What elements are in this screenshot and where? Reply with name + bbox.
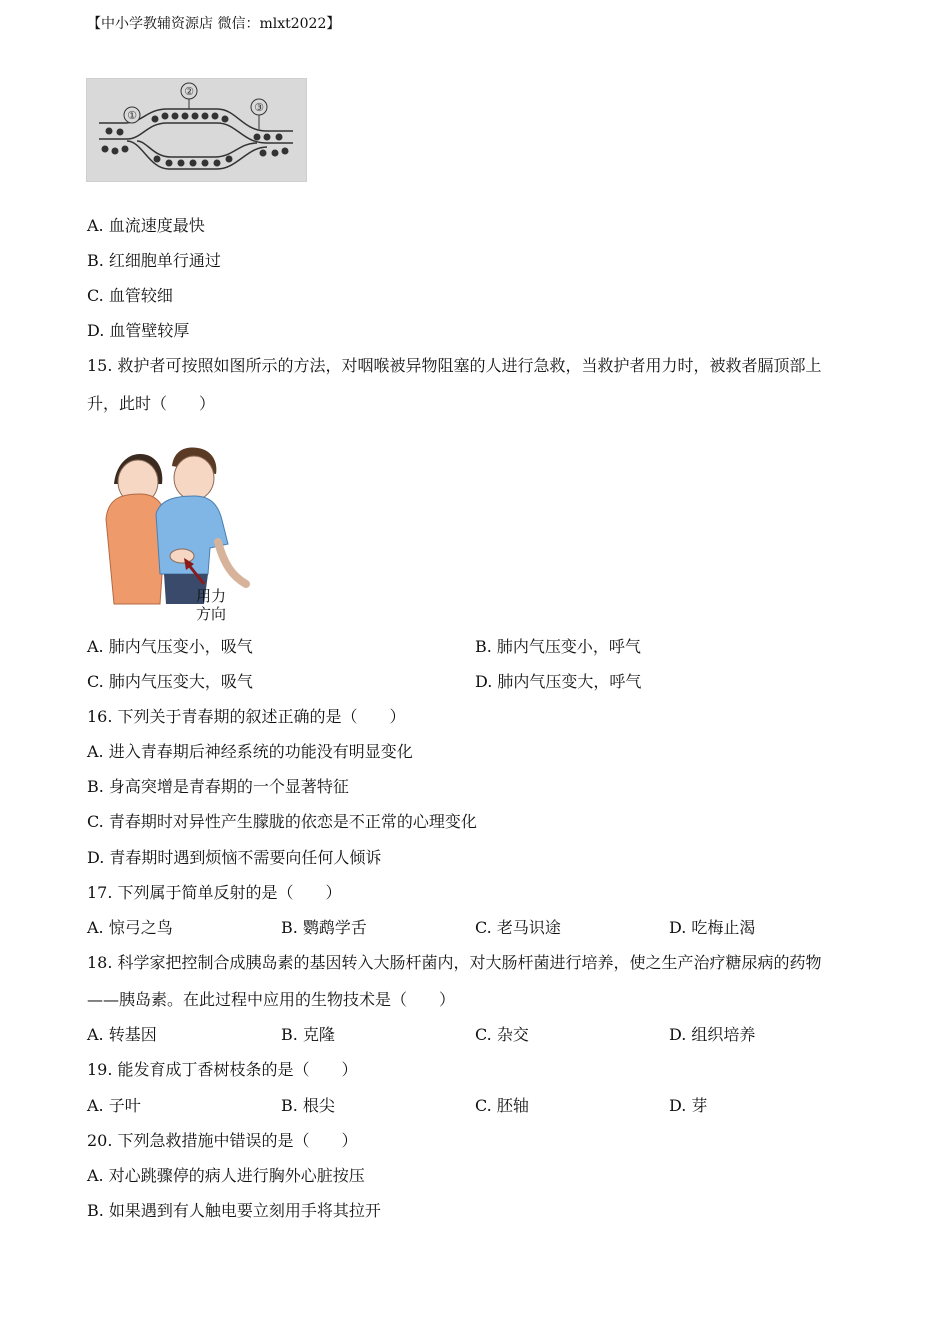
- capillary-diagram: [86, 78, 307, 182]
- label-2: ②: [184, 85, 194, 98]
- q14-option-c: C. 血管较细: [87, 286, 173, 305]
- q15-option-c: C. 肺内气压变大，吸气: [87, 672, 253, 691]
- q18-option-c: C. 杂交: [475, 1025, 529, 1044]
- q14-option-a: A. 血流速度最快: [87, 216, 205, 235]
- label-3: ③: [254, 101, 264, 114]
- q14-option-d: D. 血管壁较厚: [87, 321, 190, 340]
- q15-option-d: D. 肺内气压变大，呼气: [475, 672, 642, 691]
- rescue-illustration: [100, 424, 260, 622]
- q15-stem-line1: 15. 救护者可按照如图所示的方法，对咽喉被异物阻塞的人进行急救，当救护者用力时，被救者膈顶部上: [87, 356, 822, 375]
- q18-option-b: B. 克隆: [281, 1025, 335, 1044]
- q17-option-a: A. 惊弓之鸟: [87, 918, 173, 937]
- q20-stem: 20. 下列急救措施中错误的是（ ）: [87, 1131, 358, 1150]
- q17-option-b: B. 鹦鹉学舌: [281, 918, 367, 937]
- q19-option-c: C. 胚轴: [475, 1096, 529, 1115]
- force-label-2: 方向: [196, 605, 227, 623]
- q17-option-d: D. 吃梅止渴: [669, 918, 756, 937]
- q19-stem: 19. 能发育成丁香树枝条的是（ ）: [87, 1060, 358, 1079]
- q16-option-b: B. 身高突增是青春期的一个显著特征: [87, 777, 349, 796]
- q15-option-b: B. 肺内气压变小，呼气: [475, 637, 641, 656]
- q14-option-b: B. 红细胞单行通过: [87, 251, 221, 270]
- q19-option-d: D. 芽: [669, 1096, 708, 1115]
- q17-stem: 17. 下列属于简单反射的是（ ）: [87, 883, 342, 902]
- q16-stem: 16. 下列关于青春期的叙述正确的是（ ）: [87, 707, 406, 726]
- q18-stem-line2: ——胰岛素。在此过程中应用的生物技术是（ ）: [87, 990, 456, 1009]
- q16-option-a: A. 进入青春期后神经系统的功能没有明显变化: [87, 742, 413, 761]
- q17-option-c: C. 老马识途: [475, 918, 561, 937]
- q19-option-b: B. 根尖: [281, 1096, 335, 1115]
- q16-option-d: D. 青春期时遇到烦恼不需要向任何人倾诉: [87, 848, 382, 867]
- q18-option-d: D. 组织培养: [669, 1025, 756, 1044]
- q15-stem-line2: 升，此时（ ）: [87, 394, 216, 413]
- q16-option-c: C. 青春期时对异性产生朦胧的依恋是不正常的心理变化: [87, 812, 477, 831]
- q18-stem-line1: 18. 科学家把控制合成胰岛素的基因转入大肠杆菌内，对大肠杆菌进行培养，使之生产治疗糖尿病的药物: [87, 953, 822, 972]
- page-header: 【中小学教辅资源店 微信：mlxt2022】: [87, 16, 341, 32]
- label-1: ①: [127, 109, 137, 122]
- q18-option-a: A. 转基因: [87, 1025, 157, 1044]
- q15-option-a: A. 肺内气压变小，吸气: [87, 637, 253, 656]
- force-label-1: 用力: [196, 587, 227, 605]
- q19-option-a: A. 子叶: [87, 1096, 141, 1115]
- q20-option-a: A. 对心跳骤停的病人进行胸外心脏按压: [87, 1166, 365, 1185]
- q20-option-b: B. 如果遇到有人触电要立刻用手将其拉开: [87, 1201, 381, 1220]
